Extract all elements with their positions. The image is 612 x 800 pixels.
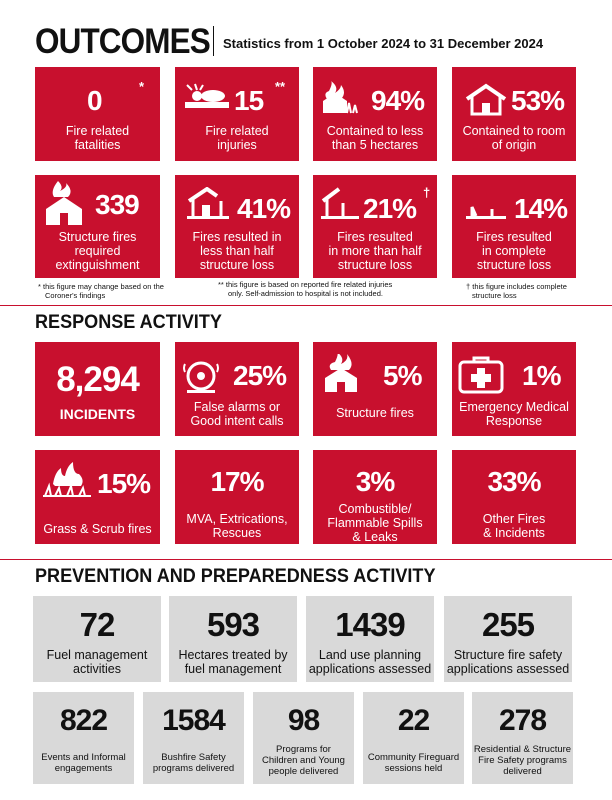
partial-house-icon [187, 187, 229, 219]
response-label: MVA, Extrications, Rescues [186, 512, 288, 540]
damaged-house-icon [321, 187, 359, 219]
response-label: False alarms or Good intent calls [190, 400, 284, 428]
prevention-card [33, 692, 134, 784]
prevention-label: Bushfire Safety programs delivered [152, 752, 235, 774]
response-label: Structure fires [336, 406, 414, 420]
prevention-value: 72 [79, 606, 115, 643]
alarm-bell-icon [181, 358, 221, 394]
title-divider [213, 26, 214, 56]
footnote-fatalities: * this figure may change based on the Coroner's findings [38, 282, 164, 300]
page-title: OUTCOMES [35, 22, 210, 61]
response-label: Combustible/ Flammable Spills & Leaks [327, 502, 423, 544]
outcome-value: 15 [234, 85, 264, 116]
injured-person-icon [183, 82, 233, 114]
incidents-value: 8,294 [56, 360, 139, 399]
outcome-value: 21% [363, 193, 417, 224]
prevention-value: 593 [206, 606, 260, 643]
prevention-card [169, 596, 297, 682]
response-value: 25% [233, 360, 287, 391]
outcome-value: 41% [237, 193, 291, 224]
response-card-emergency-medical [452, 342, 576, 436]
prevention-value: 1584 [162, 704, 225, 737]
response-card-structure-fires [313, 342, 437, 436]
response-card-incidents [35, 342, 160, 436]
prevention-card [143, 692, 244, 784]
prevention-card [472, 692, 573, 784]
response-value: 17% [210, 466, 264, 497]
outcome-value: 53% [511, 85, 565, 116]
footnote-mark: ** [275, 79, 286, 94]
prevention-card [444, 596, 572, 682]
building-fire-icon [42, 181, 86, 227]
outcome-card-fatalities [35, 67, 160, 161]
response-value: 3% [355, 466, 395, 497]
outcome-label: Fire related injuries [205, 124, 269, 152]
response-card-spills [313, 450, 437, 544]
outcome-label: Fire related fatalities [65, 124, 130, 152]
outcome-card-more-than-half [313, 175, 437, 278]
prevention-card [363, 692, 464, 784]
response-card-other [452, 450, 576, 544]
prevention-card [253, 692, 354, 784]
outcome-card-contained-hectares [313, 67, 437, 161]
prevention-card [33, 596, 161, 682]
response-value: 33% [487, 466, 541, 497]
outcome-label: Contained to room of origin [462, 124, 566, 152]
outcome-value: 339 [95, 189, 139, 220]
prevention-value: 1439 [335, 606, 405, 643]
prevention-label: Hectares treated by fuel management [178, 648, 288, 676]
outcome-label: Fires resulted in less than half structure loss [192, 230, 282, 272]
outcome-card-less-than-half [175, 175, 299, 278]
outcome-value: 14% [514, 193, 568, 224]
prevention-value: 255 [481, 606, 535, 643]
footnote-injuries: ** this figure is based on reported fire related injuries only. Self-admission to hospital is not included. [218, 280, 393, 298]
prevention-label: Land use planning applications assessed [308, 648, 432, 676]
outcome-label: Contained to less than 5 hectares [326, 124, 424, 152]
footnote-mark: * [139, 79, 145, 94]
outcome-card-structure-fires [35, 175, 160, 278]
prevention-label: Structure fire safety applications assessed [446, 648, 570, 676]
outcome-label: Fires resulted in more than half structure loss [328, 230, 422, 272]
destroyed-house-icon [466, 187, 506, 219]
prevention-value: 278 [498, 704, 547, 737]
response-value: 5% [383, 360, 422, 391]
incidents-label: INCIDENTS [59, 406, 136, 422]
response-value: 1% [522, 360, 561, 391]
outcome-value: 0 [87, 85, 102, 116]
prevention-value: 822 [59, 704, 108, 737]
response-card-grass-fires [35, 450, 160, 544]
page-subtitle: Statistics from 1 October 2024 to 31 December 2024 [223, 36, 544, 51]
outcome-value: 94% [371, 85, 425, 116]
house-outline-icon [464, 83, 508, 117]
response-value: 15% [97, 468, 151, 499]
outcome-label: Structure fires required extinguishment [55, 230, 140, 272]
response-card-false-alarms [175, 342, 299, 436]
prevention-value: 22 [397, 704, 430, 737]
outcome-card-contained-room [452, 67, 576, 161]
section-divider [0, 559, 612, 560]
response-label: Emergency Medical Response [459, 400, 569, 428]
outcome-card-injuries [175, 67, 299, 161]
footnote-structure-loss: † this figure includes complete structure loss [466, 282, 567, 300]
section-title-prevention: PREVENTION AND PREPAREDNESS ACTIVITY [35, 566, 436, 587]
outcome-label: Fires resulted in complete structure loss [476, 230, 552, 272]
burning-house-icon [321, 354, 365, 394]
prevention-label: Residential & Structure Fire Safety programs delivered [473, 744, 572, 777]
prevention-card [306, 596, 434, 682]
prevention-label: Programs for Children and Young people delivered [262, 744, 345, 777]
prevention-label: Community Fireguard sessions held [367, 752, 460, 774]
section-divider [0, 305, 612, 306]
first-aid-kit-icon [458, 356, 504, 394]
burning-house-icon [319, 81, 361, 115]
footnote-mark: † [423, 185, 431, 200]
response-label: Other Fires & Incidents [482, 512, 546, 540]
grass-fire-icon [43, 462, 91, 498]
outcome-card-complete-loss [452, 175, 576, 278]
response-label: Grass & Scrub fires [43, 522, 152, 536]
prevention-value: 98 [287, 704, 320, 737]
prevention-label: Fuel management activities [46, 648, 148, 676]
prevention-label: Events and Informal engagements [41, 752, 126, 774]
response-card-mva [175, 450, 299, 544]
section-title-response: RESPONSE ACTIVITY [35, 312, 222, 333]
